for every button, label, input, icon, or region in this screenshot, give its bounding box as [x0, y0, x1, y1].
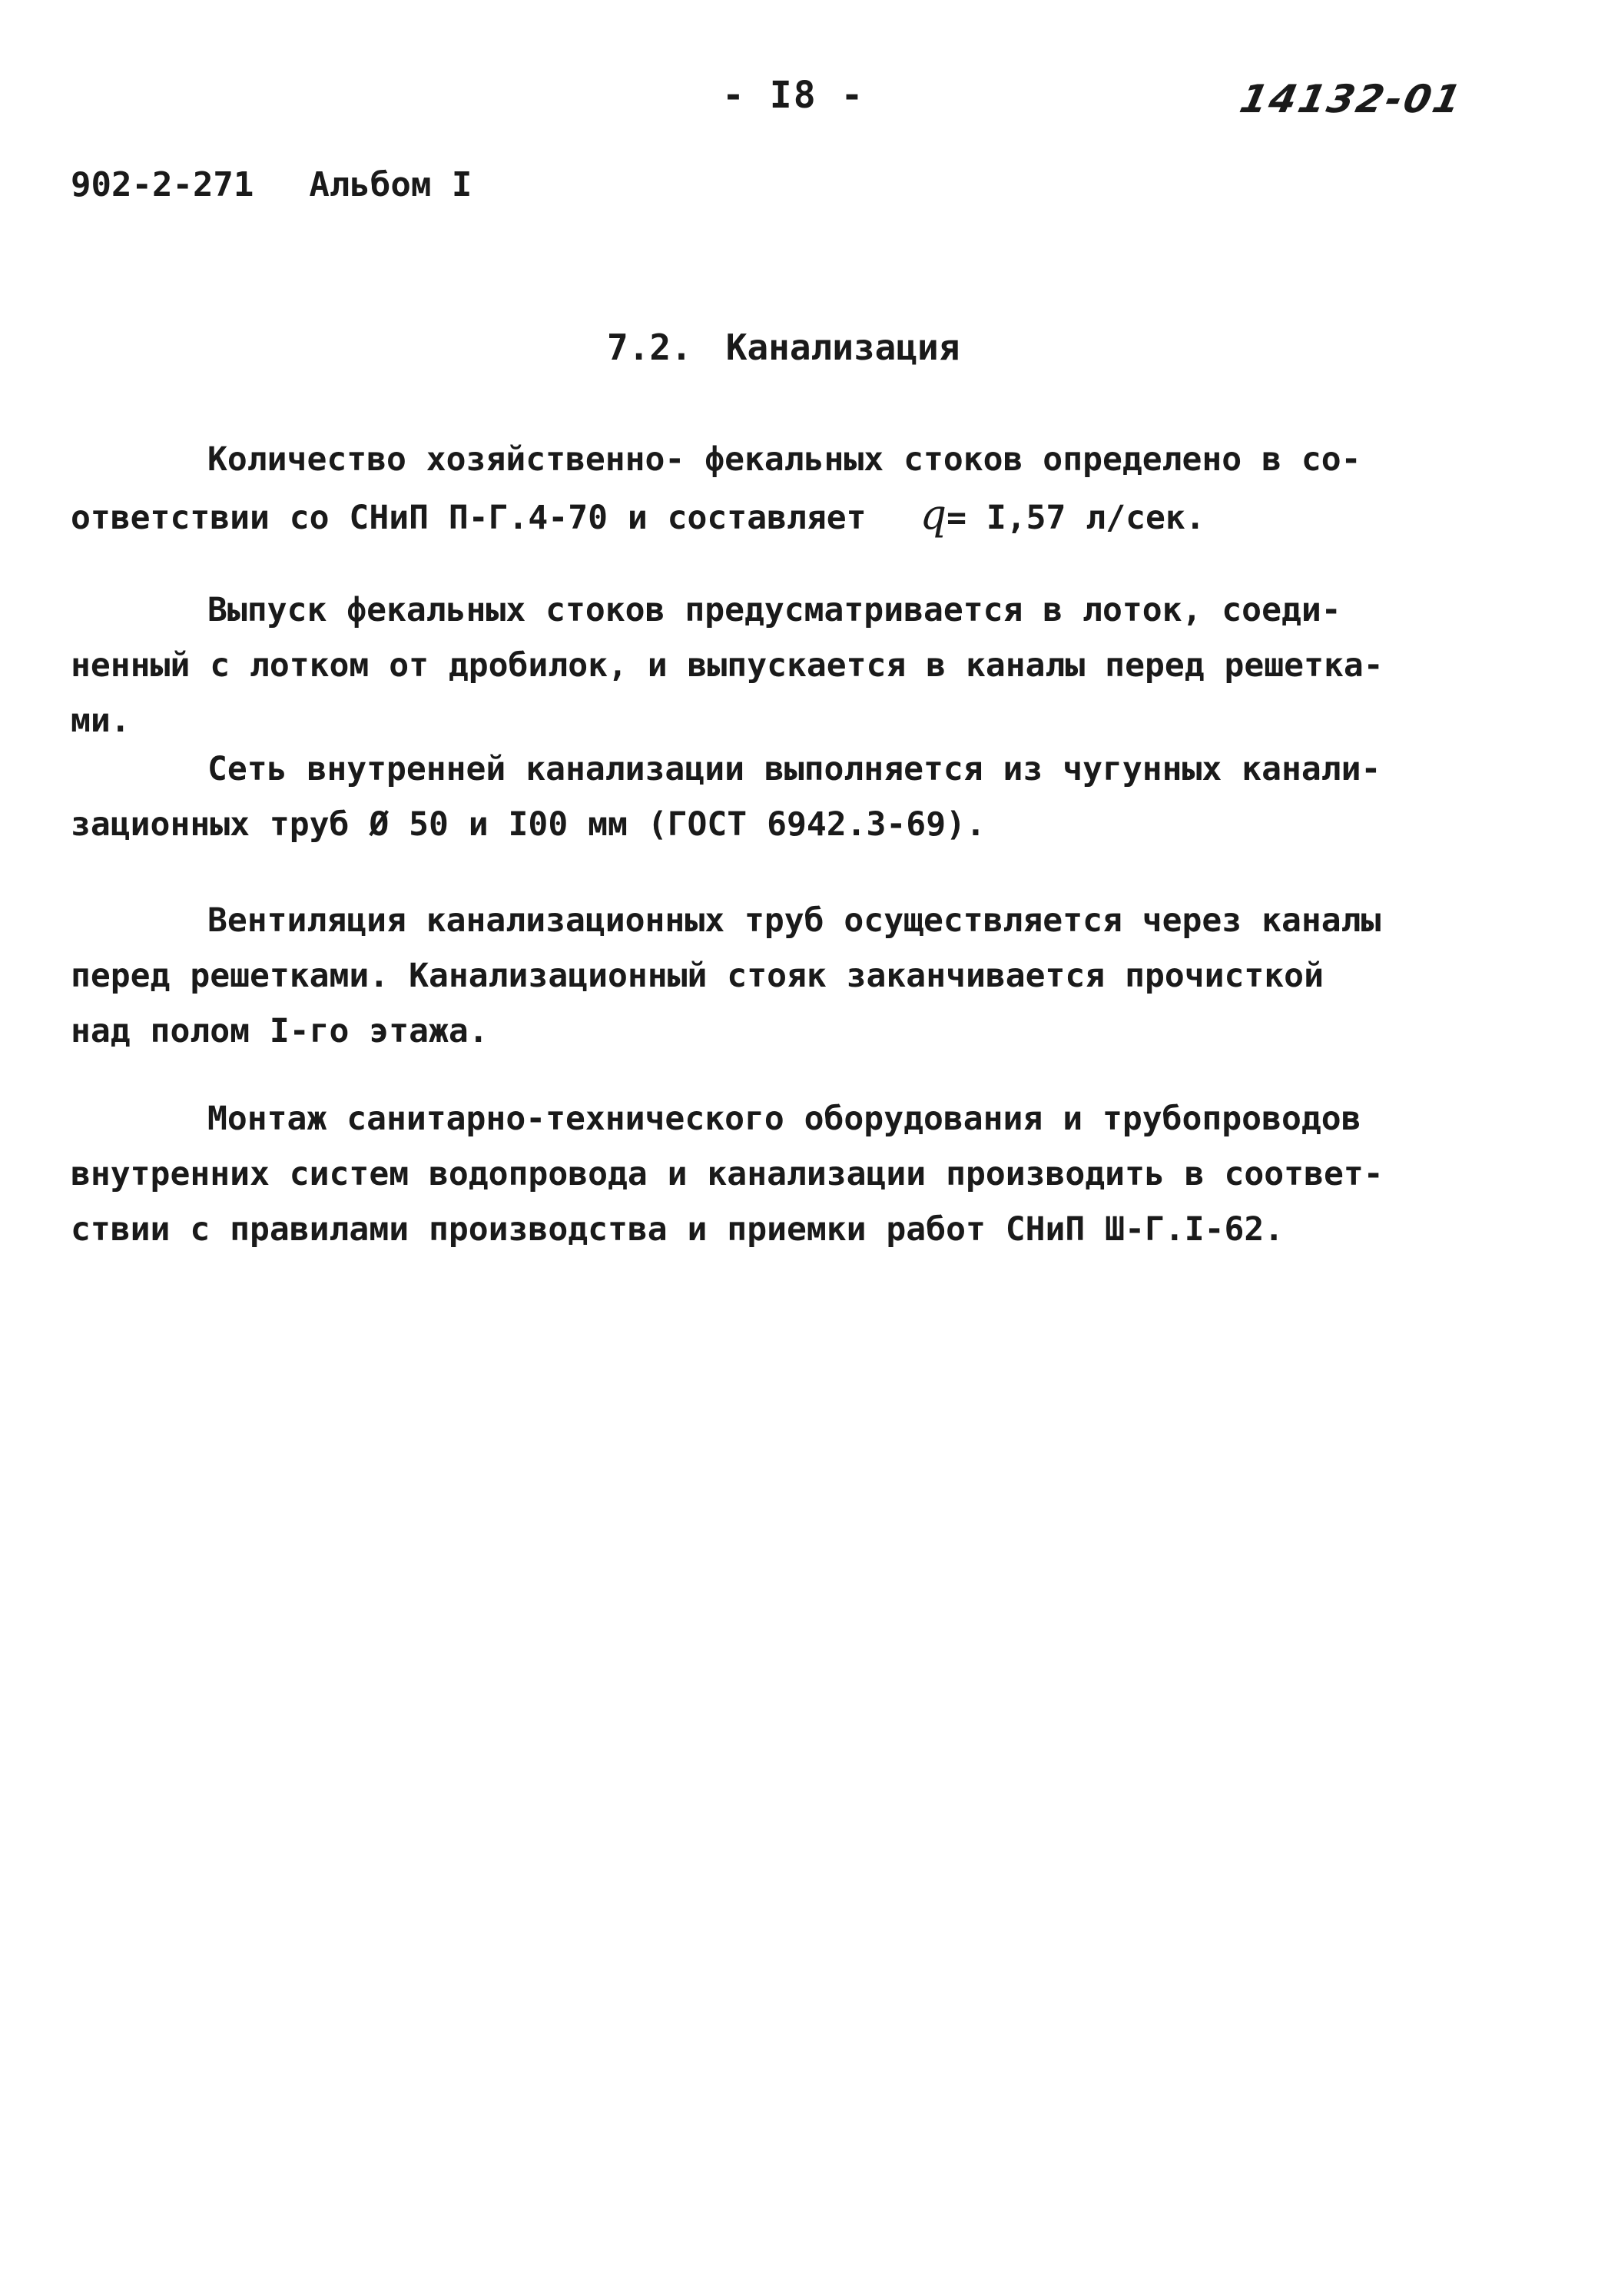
album-label: Альбом I — [309, 165, 472, 204]
paragraph-line: над полом I-го этажа. — [71, 1012, 489, 1050]
section-number: 7.2. — [607, 327, 692, 368]
flow-rate-symbol: q — [920, 490, 947, 539]
paragraph-line: Количество хозяйственно- фекальных стоков определено в со- — [207, 440, 1361, 479]
paragraph-discharge — [71, 582, 1546, 748]
series-number: 902-2-271 — [71, 165, 254, 204]
paragraph-line: ми. — [71, 702, 131, 740]
flow-rate-value: = I,57 л/сек. — [947, 499, 1205, 537]
page-number: - I8 - — [722, 74, 865, 117]
paragraph-line: Монтаж санитарно-технического оборудования и трубопроводов — [207, 1100, 1361, 1138]
paragraph-line: ответствии со СНиП П-Г.4-70 и составляет — [71, 499, 867, 537]
paragraph-line: Вентиляция канализационных труб осуществляется через каналы — [207, 901, 1381, 940]
paragraph-line: ненный с лотком от дробилок, и выпускается в каналы перед решетка- — [71, 646, 1384, 685]
paragraph-line: Сеть внутренней канализации выполняется из чугунных канали- — [207, 750, 1381, 788]
section-title: Канализация — [725, 327, 960, 368]
paragraph-line: ствии с правилами производства и приемки работ СНиП Ш-Г.I-62. — [71, 1210, 1285, 1249]
paragraph-internal-network — [71, 742, 1546, 852]
paragraph-wastewater-quantity — [71, 432, 1546, 542]
paragraph-line: перед решетками. Канализационный стояк заканчивается прочисткой — [71, 957, 1324, 995]
paragraph-line: Выпуск фекальных стоков предусматривается в лоток, соеди- — [207, 591, 1341, 629]
section-heading — [607, 327, 960, 368]
paragraph-line: внутренних систем водопровода и канализации производить в соответ- — [71, 1155, 1384, 1193]
paragraph-ventilation — [71, 893, 1546, 1059]
paragraph-line: зационных труб Ø 50 и I00 мм (ГОСТ 6942.3-69). — [71, 805, 986, 844]
document-number-handwritten: 14132-01 — [1235, 77, 1467, 121]
paragraph-line-with-formula — [71, 487, 1546, 542]
document-header — [71, 165, 472, 204]
paragraph-installation — [71, 1091, 1546, 1257]
